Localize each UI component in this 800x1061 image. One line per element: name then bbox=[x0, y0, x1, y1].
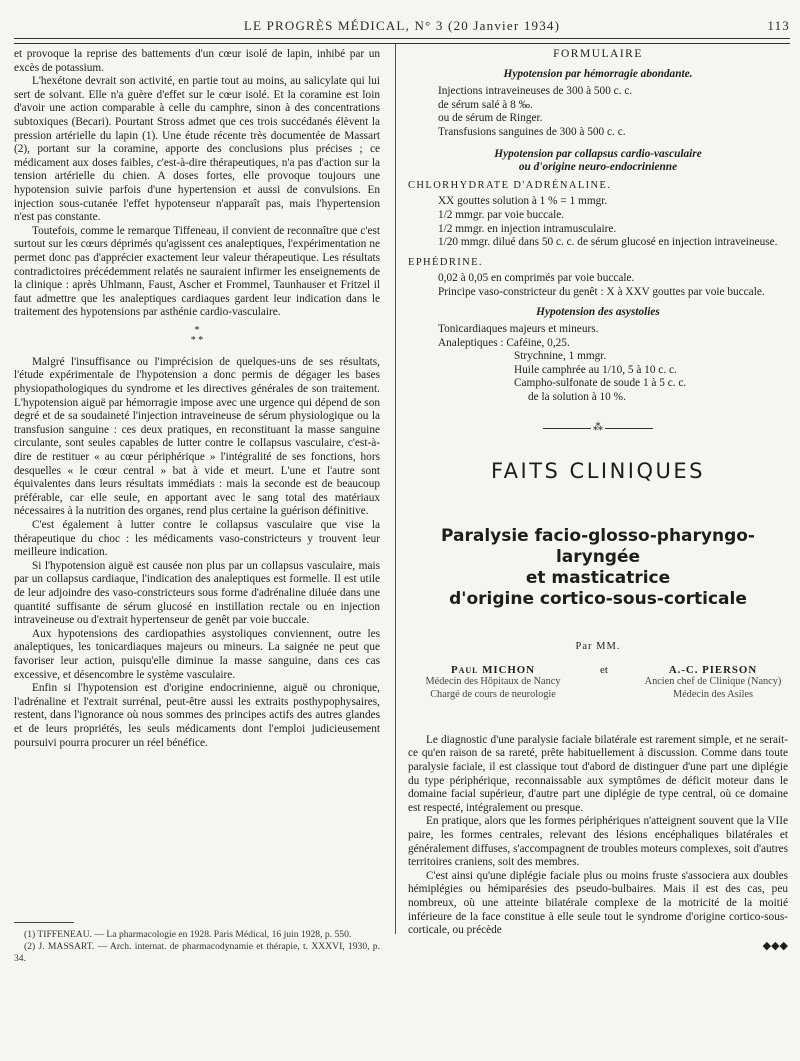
continuation-mark: ◆◆◆ bbox=[762, 939, 788, 952]
article-title-line: et masticatrice bbox=[525, 568, 671, 589]
formulaire-line: Huile camphrée au 1/10, 5 à 10 c. c. bbox=[514, 363, 677, 376]
formulaire-line: de la solution à 10 %. bbox=[528, 391, 626, 404]
formulaire-line: Tonicardiaques majeurs et mineurs. bbox=[438, 323, 599, 336]
author-role: Médecin des Asiles bbox=[672, 688, 754, 700]
formulaire-subtitle: Hypotension par hémorragie abondante. bbox=[503, 67, 693, 80]
formulaire-line: de sérum salé à 8 ‰. bbox=[438, 98, 533, 111]
article-title bbox=[408, 526, 788, 610]
paragraph: L'hexétone devrait son activité, en partie tout au moins, au salicylate qui lui sert de solvant. Elle n'a guère d'effet sur le cœur isolé. Et la coramine est loin d'avoir une action comparable à celle du camphre, sinon à des concentrations subtoxiques (Becari). Pourtant Stross admet que ces trois succédanés élèvent la pression artérielle du lapin (1). Une étude récente très documentée de Massart (2), portant sur la coramine, apporte des conclusions plus précises ; ce médicament aux doses faibles, c'est-à-dire thérapeutiques, n'a pas d'action sur la tension artérielle du chien. A doses fortes, elle provoque toujours une hypotension suivie parfois d'une hypertension et aussi de convulsions. En injection sous-cutanée l'effet hypotenseur n'apparaît pas, mais l'hypertension n'est pas constante. bbox=[14, 75, 380, 224]
ornament-glyph: ⁂ bbox=[593, 421, 603, 433]
formulaire-line: Injections intraveineuses de 300 à 500 c. c. bbox=[438, 85, 633, 98]
formulaire-line: Transfusions sanguines de 300 à 500 c. c. bbox=[438, 125, 626, 138]
authors bbox=[408, 664, 788, 714]
footnotes bbox=[14, 922, 380, 965]
star-bottom: * * bbox=[190, 334, 204, 346]
paragraph: Enfin si l'hypotension est d'origine endocrinienne, aiguë ou chronique, l'adrénaline et l'extrait surrénal, peut-être aussi les extraits posthypophysaires, restent, dans l'ignorance où nous sommes des principes actifs des autres glandes et de leurs propriétés, les seuls médicaments dont l'emploi judicieusement poursuivi pourra procurer un réel bénéfice. bbox=[14, 682, 380, 749]
formulaire-drug-heading: EPHÉDRINE. bbox=[408, 256, 483, 268]
author-role: Ancien chef de Clinique (Nancy) bbox=[644, 676, 782, 688]
author-role: Chargé de cours de neurologie bbox=[430, 688, 556, 700]
formulaire-subtitle: Hypotension par collapsus cardio-vasculaire bbox=[494, 147, 702, 160]
section-stars bbox=[14, 326, 380, 346]
paragraph: En pratique, alors que les formes périphériques n'atteignent souvent que la VIIe paire, les formes centrales, relevant des lésions encéphaliques bilatérales et généralement diffuses, s'accompagnent de troubles moteurs complexes, soit d'autres territoires craniens, soit des membres. bbox=[408, 815, 788, 869]
formulaire-line: Analeptiques : Caféine, 0,25. bbox=[438, 336, 570, 349]
right-column bbox=[408, 48, 788, 953]
formulaire-line: ou de sérum de Ringer. bbox=[438, 112, 543, 125]
paragraph: Toutefois, comme le remarque Tiffeneau, il convient de reconnaître que c'est surtout sur les cœurs déprimés qu'agissent ces analeptiques, l'expérimentation ne permet donc pas d'apprécier exactement leur valeur thérapeutique. Les résultats contradictoires précédemment relatés ne sauraient infirmer les enseignements de la clinique : après Uhlmann, Faust, Ascher et Frommel, Taunhauser et Fritzel il faut admettre que les analeptiques cardiaques gardent leur indication dans le traitement des hypotensions par asthénie cardio-vasculaire. bbox=[14, 224, 380, 319]
formulaire-line: Principe vaso-constricteur du genêt : X à XXV gouttes par voie buccale. bbox=[438, 285, 765, 298]
paragraph: Aux hypotensions des cardiopathies asystoliques conviennent, outre les analeptiques, les tonicardiaques majeurs ou mineurs. La saignée ne peut que favoriser leur action, puisqu'elle diminue la masse sanguine, dans ces cas excessive, et désencombre le système vasculaire. bbox=[14, 627, 380, 681]
header-double-rule bbox=[14, 38, 790, 44]
author-name: A.-C. PIERSON bbox=[668, 663, 758, 676]
byline-intro: Par MM. bbox=[575, 641, 621, 653]
formulaire-title: FORMULAIRE bbox=[553, 48, 643, 60]
formulaire-line: 1/20 mmgr. dilué dans 50 c. c. de sérum glucosé en injection intraveineuse. bbox=[438, 236, 778, 249]
footnote-separator bbox=[14, 922, 74, 923]
paragraph: Le diagnostic d'une paralysie faciale bilatérale est rarement simple, et ne serait-ce qu'en raison de sa rareté, prête habituellement à discussion. Comme dans toute paralysie faciale, il est classique tout d'abord de distinguer d'une part une diplégie du type périphérique, reconnaissable aux symptômes de déficit moteur dans le domaine facial supérieur, d'autre part une diplégie de type central, où ce domaine est respecté, intégralement ou presque. bbox=[408, 733, 788, 814]
paragraph: et provoque la reprise des battements d'un cœur isolé de lapin, inhibé par un excès de potassium. bbox=[14, 48, 380, 74]
formulaire-line: XX gouttes solution à 1 % = 1 mmgr. bbox=[438, 195, 608, 208]
paragraph: Malgré l'insuffisance ou l'imprécision de quelques-uns de ses résultats, l'étude expérimentale de l'hypotension a donc permis de dégager les bases physiopathologiques du syndrome et les directives générales de son traitement. L'hypotension aiguë par hémorragie impose avec une urgence qui dépend de son degré et de sa soudaineté l'injection intraveineuse de sérum physiologique ou la transfusion sanguine : ces deux pratiques, en reconstituant la masse sanguine circulante, sont seules capables de lutter contre le collapsus vasculaire, c'est-à-dire de restituer « au cœur périphérique » l'intégralité de ses fonctions, hors desquelles « le cœur central » bat à vide et meurt. L'une et l'autre sont équivalentes dans leurs résultats immédiats : mais la seconde est de beaucoup préférable, car elle seule, en apportant avec le sang total des matériaux nécessaires à la nutrition des organes, rend plus certaine la guérison définitive. bbox=[14, 355, 380, 518]
running-header bbox=[14, 16, 790, 38]
left-column bbox=[14, 48, 380, 750]
formulaire-subtitle: Hypotension des asystolies bbox=[536, 305, 660, 318]
footnote: (2) J. MASSART. — Arch. internat. de pharmacodynamie et thérapie, t. XXXVI, 1930, p. 34. bbox=[14, 941, 380, 964]
article-title-line: d'origine cortico-sous-corticale bbox=[449, 589, 747, 610]
article-title-line: Paralysie facio-glosso-pharyngo-laryngée bbox=[440, 526, 755, 568]
ornament-divider bbox=[543, 421, 653, 435]
paragraph: C'est ainsi qu'une diplégie faciale plus ou moins fruste s'associera aux doubles hémiplégies ou hémiparésies des pseudo-bulbaires. Mais il est des cas, peu nombreux, où une atteinte bilatérale complexe de la motricité de la moitié inférieure de la face constitue à elle seule tout le syndrome d'origine cortico-sous-corticale, ou précède bbox=[408, 869, 788, 937]
page-number: 113 bbox=[767, 18, 790, 33]
author bbox=[638, 664, 788, 702]
formulaire-drug-heading: CHLORHYDRATE D'ADRÉNALINE. bbox=[408, 179, 612, 191]
author-role: Médecin des Hôpitaux de Nancy bbox=[425, 676, 561, 688]
author-name: Paul MICHON bbox=[451, 663, 535, 676]
formulaire-line: Strychnine, 1 mmgr. bbox=[514, 350, 607, 363]
paragraph: Si l'hypotension aiguë est causée non plus par un collapsus vasculaire, mais par un collapsus cardiaque, l'indication des analeptiques est formelle. Il est utile de leur adjoindre des vaso-constricteurs sous forme d'adrénaline diluée dans une quantité suffisante de sérum glucosé en instillation rectale ou en injection intraveineuse ou d'extrait hypertenseur de genêt par voie buccale. bbox=[14, 559, 380, 627]
formulaire-line: 1/2 mmgr. en injection intramusculaire. bbox=[438, 222, 617, 235]
section-heading: FAITS CLINIQUES bbox=[490, 458, 705, 483]
footnote: (1) TIFFENEAU. — La pharmacologie en 1928. Paris Médical, 16 juin 1928, p. 550. bbox=[24, 929, 352, 940]
star-top: * bbox=[194, 324, 200, 336]
formulaire-line: Campho-sulfonate de soude 1 à 5 c. c. bbox=[514, 377, 687, 390]
formulaire-line: 1/2 mmgr. par voie buccale. bbox=[438, 208, 565, 221]
formulaire-subtitle: ou d'origine neuro-endocrinienne bbox=[518, 161, 678, 174]
author bbox=[408, 664, 578, 702]
column-divider bbox=[395, 44, 396, 934]
paragraph: C'est également à lutter contre le collapsus vasculaire que vise la thérapeutique du choc : les médicaments vaso-constricteurs y trouvent leur meilleure indication. bbox=[14, 519, 380, 559]
journal-header-title: LE PROGRÈS MÉDICAL, N° 3 (20 Janvier 1934) bbox=[243, 18, 561, 33]
formulaire-line: 0,02 à 0,05 en comprimés par voie buccale. bbox=[438, 272, 635, 285]
author-conjunction: et bbox=[600, 663, 608, 676]
